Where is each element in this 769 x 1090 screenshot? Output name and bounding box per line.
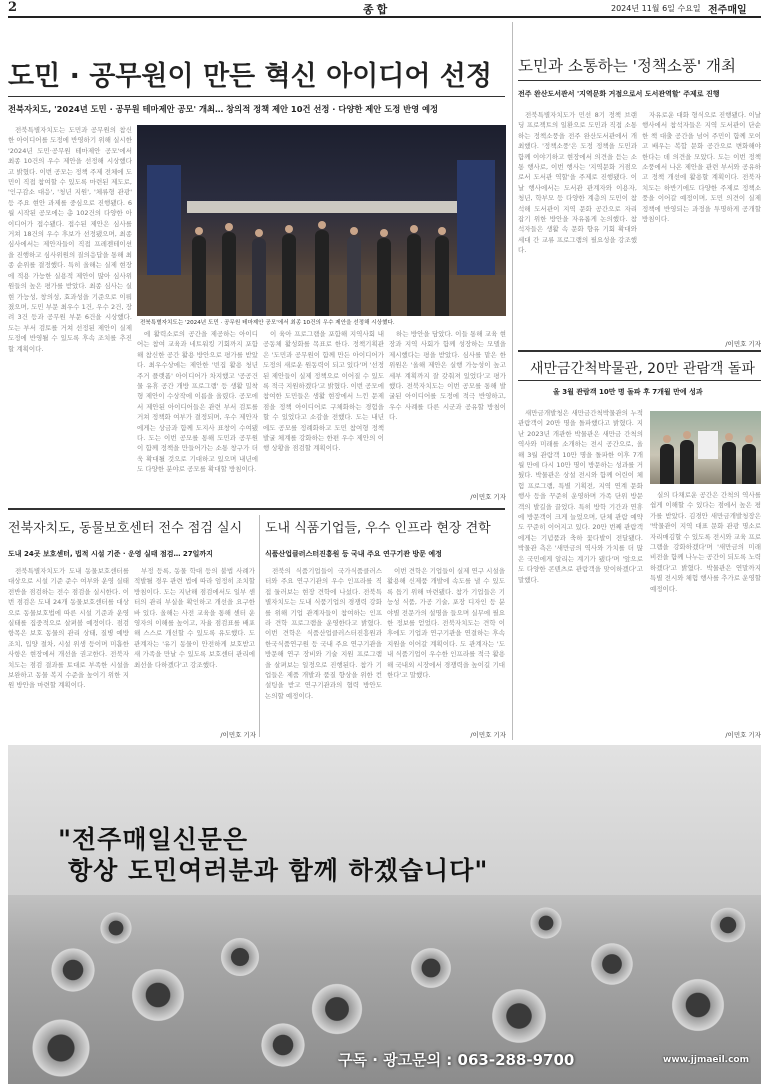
- paper-name: 전주매일: [708, 5, 747, 16]
- article1-body-col1: 전북특별자치도는 도민과 공무원의 참신한 아이디어를 도정에 반영하기 위해 실시한 '2024년 도민·공무원 테마제안 공모'에서 최종 10건의 우수 제안을 선정해 시상했다고 밝혔다. 이번 공모는 정책 주제 전체에 도민이 직접 참여할 수 있도록 마련된 제도로, '인구감소 대응', '청년 지원', '체류형 관광' 등 주요 현안 과제를 중심으로 진행됐다. 6월 시작된 공모에는 총 102건의 다양한 아이디어가 접수됐다. 접수된 제안은 심사를 거쳐 18건의 우수 후보가 선정됐으며, 최종 심사에서는 제안자들이 직접 프레젠테이션을 진행하고 심사위원의 질의응답을 통해 최종 순위를 결정했다. 특히 올해는 실제 현장에 적용 가능한 실용적 제안이 많아 심사위원들의 높은 평가를 받았다. 최종 심사는 실현 가능성, 창의성, 효과성을 기준으로 이뤄졌으며, 도민 부문 최우수 1건, 우수 2건, 장려 3건 등과 공무원 부문 6건을 시상했다. 도는 부서 검토를 거쳐 선정된 제안이 실제 도정에 반영될 수 있도록 후속 조치를 추진할 계획이다.: [8, 126, 132, 353]
- sunflower: [98, 910, 134, 946]
- article1-body-col3: 이 육아 프로그램을 포함해 지역사회 내 공동체 활성화를 목표로 한다. 정책기획관은 '도민과 공무원이 함께 만든 아이디어가 도정의 새로운 원동력이 되고 있다'며 '선정된 제안들이 실제 정책으로 이어질 수 있도록 적극 지원하겠다'고 밝혔다. 이번 공모에 참여한 도민들은 생활 현장에서 느낀 문제점을 정책 아이디어로 구체화하는 경험을 할 수 있었다고 소감을 전했다. 도는 내년에도 공모를 정례화하고 도민 참여형 정책 발굴 체계를 강화하는 한편 우수 제안의 이행 상황을 점검할 계획이다.: [263, 330, 384, 453]
- issue-date: 2024년 11월 6일 수요일: [611, 4, 701, 13]
- person: [722, 442, 736, 484]
- sunflower: [308, 980, 366, 1038]
- person: [377, 238, 391, 316]
- banner-left: [147, 165, 181, 275]
- person: [680, 440, 694, 484]
- article1-byline: /이민호 기자: [470, 493, 506, 501]
- article3-body-col2: 실의 다채로운 공간은 간척의 역사를 쉽게 이해할 수 있다는 점에서 높은 평가를 받았다. 김경안 새만금개발청장은 '박물관이 지역 대표 문화 관광 명소로 자리매김할 수 있도록 전시와 교육 프로그램을 강화하겠다'며 '새만금의 미래 비전을 함께 나누는 공간이 되도록 노력하겠다'고 밝혔다. 박물관은 연말까지 특별 전시와 체험 행사를 추가로 운영할 예정이다.: [650, 491, 761, 593]
- divider: [518, 350, 761, 352]
- article4-body-col2: 부정 등록, 동물 학대 등의 불법 사례가 적발될 경우 관련 법에 따라 엄정히 조치할 방침이다. 도는 지난해 점검에서도 일부 센터의 관리 부실을 확인하고 개선을 요구한 바 있다. 올해는 사전 교육을 통해 센터 운영자의 이해를 높이고, 자율 점검표를 배포해 스스로 개선할 수 있도록 유도했다. 도 관계자는 '유기 동물이 안전하게 보호받고 새 가족을 만날 수 있도록 보호센터 관리에 최선을 다하겠다'고 강조했다.: [134, 567, 255, 669]
- person: [252, 238, 266, 316]
- person: [282, 234, 296, 316]
- article5-byline: /이민호 기자: [470, 731, 506, 739]
- divider: [518, 380, 761, 381]
- article4-body-col1: 전북특별자치도가 도내 동물보호센터를 대상으로 시설 기준 준수 여부와 운영 실태 전반을 점검하는 전수 점검을 실시한다. 이번 점검은 도내 24개 동물보호센터를 대상으로 동물보호법에 따른 시설 기준과 운영 실태를 집중적으로 살펴볼 예정이다. 점검 항목은 보호 동물의 관리 상태, 질병 예방 조치, 입양 절차, 시설 위생 등이며 미흡한 사항은 현장에서 개선을 권고한다. 전북자치도는 점검 결과를 토대로 부족한 시설을 보완하고 동물 복지 수준을 높이기 위한 지원 방안을 마련할 계획이다.: [8, 567, 129, 690]
- sunflower: [488, 985, 550, 1047]
- article1-body-col2: 에 활력소로의 공간을 제공하는 아이디어는 참여 교육과 네트워킹 기회까지 포함해 참신한 공간 활용 방안으로 평가를 받았다. 최우수상에는 제안한 '빈집 활용 청년 주거 플랫폼' 아이디어가 차지했고 '공공건물 유휴 공간 개방 프로그램' 등 생활 밀착형 제안이 수상작에 이름을 올렸다. 공모에서 제안된 아이디어들은 관련 부서 검토를 거쳐 정책화 여부가 결정되며, 우수 제안자에게는 상금과 함께 도지사 표창이 수여됐다. 도는 이번 공모를 통해 도민과 공무원이 함께 정책을 만들어가는 소통 창구가 더욱 확대될 것으로 기대하고 있으며 내년에도 다양한 분야로 공모를 확대할 방침이다.: [137, 330, 258, 474]
- article1-subhead: 전북자치도, '2024년 도민 · 공무원 테마제안 공모' 개최… 창의적 정책 제안 10건 선정 · 다양한 제안 도정 반영 예정: [8, 104, 439, 114]
- article4-subhead: 도내 24곳 보호센터, 법적 시설 기준 · 운영 실태 점검… 27일까지: [8, 550, 213, 558]
- article4-headline: 전북자치도, 동물보호센터 전수 점검 실시: [8, 521, 243, 536]
- article1-headline: 도민 · 공무원이 만든 혁신 아이디어 선정: [8, 61, 492, 92]
- divider: [8, 96, 505, 97]
- person: [192, 236, 206, 316]
- person: [660, 444, 674, 484]
- article2-body-col1: 전북특별자치도가 민선 8기 정책 브랜딩 프로젝트의 일환으로 도민과 직접 소통하는 정책소풍을 전주 완산도서관에서 개최했다. '정책소풍'은 도정 정책을 도민과 함께 이야기하고 현장에서 의견을 듣는 소통 행사로, 이번 행사는 '지역문화 거점으로서 도서관 역할'을 주제로 진행됐다. 이날 행사에서는 도서관 관계자와 이용자, 청년, 학부모 등 다양한 계층의 도민이 참석해 도서관이 지역 문화 공간으로 자리 잡기 위한 방안을 자유롭게 논의했다. 참석자들은 생활 속 문화 향유 기회 확대와 세대 간 교류 프로그램의 필요성을 강조했다.: [518, 111, 637, 255]
- certificate-row: [187, 201, 457, 213]
- article3-headline: 새만금간척박물관, 20만 관람객 돌파: [530, 361, 755, 377]
- sunflower: [28, 1015, 94, 1081]
- article3-byline: /이민호 기자: [725, 731, 761, 739]
- article4-byline: /이민호 기자: [220, 731, 256, 739]
- page-number: 2: [8, 0, 18, 15]
- person: [407, 234, 421, 316]
- person: [347, 236, 361, 316]
- article5-headline: 도내 식품기업들, 우수 인프라 현장 견학: [265, 521, 491, 536]
- banner-right: [457, 160, 495, 280]
- article1-photo-caption: 전북특별자치도는 '2024년 도민 · 공무원 테마제안 공모'에서 최종 10건의 우수 제안을 선정해 시상했다.: [140, 320, 395, 326]
- sunflower: [128, 965, 188, 1025]
- sunflower: [668, 975, 728, 1035]
- divider: [518, 80, 761, 81]
- article2-byline: /이민호 기자: [725, 340, 761, 348]
- article3-subhead: 올 3월 관람객 10만 명 돌파 후 7개월 만에 성과: [553, 388, 703, 396]
- article2-headline: 도민과 소통하는 '정책소풍' 개최: [518, 57, 736, 75]
- person: [315, 230, 329, 316]
- person: [435, 236, 449, 316]
- sunflower: [258, 1020, 308, 1070]
- article5-subhead: 식품산업클러스터진흥원 등 국내 주요 연구기관 방문 예정: [265, 550, 442, 558]
- sunflower: [408, 945, 454, 991]
- sunflower: [588, 940, 636, 988]
- sunflower: [48, 945, 98, 995]
- ad-slogan-line2: 항상 도민여러분과 함께 하겠습니다": [68, 856, 489, 885]
- ad-slogan-line1: "전주매일신문은: [58, 825, 249, 854]
- person: [742, 444, 756, 484]
- article1-body-col4: 하는 방안을 담았다. 이들 통해 교육 현장과 지역 사회가 함께 성장하는 모델을 제시했다는 평을 받았다. 심사를 맡은 한 위원은 '올해 제안은 실행 가능성이 높고 세부 계획까지 잘 갖춰져 있었다'고 평가했다. 전북자치도는 이번 공모를 통해 발굴된 아이디어를 도정에 적극 반영하고, 우수 사례를 다른 시군과 공유할 방침이다.: [389, 330, 506, 422]
- sunflower: [528, 905, 564, 941]
- article2-subhead: 전주 완산도서관서 '지역문화 거점으로서 도서관역할' 주제로 진행: [518, 90, 720, 98]
- article1-photo: [137, 125, 506, 316]
- column-divider: [512, 22, 513, 740]
- divider: [8, 508, 505, 510]
- masthead: [8, 0, 761, 18]
- section-name: 종합: [363, 3, 391, 16]
- column-divider: [259, 515, 260, 737]
- ad-website: www.jjmaeil.com: [663, 1055, 749, 1065]
- advertisement: [8, 745, 761, 1084]
- sunflower: [218, 935, 262, 979]
- sunflower: [708, 905, 748, 945]
- article3-photo: [650, 411, 761, 484]
- ad-contact: 구독 · 광고문의 : 063-288-9700: [338, 1051, 575, 1069]
- article3-body-col1: 새만금개발청은 새만금간척박물관의 누적 관람객이 20만 명을 돌파했다고 밝혔다. 지난 2023년 개관한 박물관은 새만금 간척의 역사와 미래를 소개하는 전시 공간으로, 올해 3월 관람객 10만 명을 돌파한 이후 7개월 만에 다시 10만 명이 방문하는 성과를 거뒀다. 박물관은 상설 전시와 함께 어린이 체험 프로그램, 특별 기획전, 지역 연계 문화 행사 등을 꾸준히 운영하며 가족 단위 방문객의 발길을 끌었다. 특히 방학 기간과 연휴에 방문객이 크게 늘었으며, 단체 관람 예약도 꾸준히 이어지고 있다. 20만 번째 관람객에게는 기념품과 축하 꽃다발이 전달됐다. 박물관 측은 '새만금의 역사와 가치를 더 많은 국민에게 알리는 계기가 됐다'며 '앞으로도 다양한 콘텐츠로 관람객을 맞이하겠다'고 말했다.: [518, 409, 643, 584]
- certificate: [698, 431, 718, 459]
- article5-body-col1: 전북의 식품기업들이 국가식품클러스터와 주요 연구기관의 우수 인프라를 직접 둘러보는 현장 견학에 나섰다. 전북특별자치도는 도내 식품기업의 경쟁력 강화를 위해 기업 관계자들이 참여하는 인프라 견학 프로그램을 운영한다고 밝혔다. 이번 견학은 식품산업클러스터진흥원과 한국식품연구원 등 국내 주요 연구기관을 방문해 연구 장비와 기술 지원 프로그램을 살펴보는 일정으로 진행된다. 참가 기업들은 제품 개발과 품질 향상을 위한 컨설팅을 받고 연구기관과의 협력 방안도 논의할 예정이다.: [265, 567, 382, 700]
- article5-body-col2: 이번 견학은 기업들이 실제 연구 시설을 활용해 신제품 개발에 속도를 낼 수 있도록 돕기 위해 마련됐다. 참가 기업들은 기능성 식품, 가공 기술, 포장 디자인 등 분야별 전문가의 설명을 들으며 실무에 필요한 정보를 얻었다. 전북자치도는 견학 이후에도 기업과 연구기관을 연결하는 후속 지원을 이어갈 계획이다. 도 관계자는 '도내 식품기업이 우수한 인프라를 적극 활용해 국내외 시장에서 경쟁력을 높이길 기대한다'고 말했다.: [387, 567, 505, 680]
- article2-body-col2: 자유로운 대화 형식으로 진행됐다. 이날 행사에서 참석자들은 지역 도서관이 단순한 책 대출 공간을 넘어 주민이 함께 모이고 배우는 복합 문화 공간으로 변화해야 한다는 데 의견을 모았다. 도는 이번 정책소풍에서 나온 제안을 관련 부서와 공유하고 정책 개선에 활용할 계획이다. 전북자치도는 하반기에도 다양한 주제로 정책소풍을 이어갈 예정이며, 도민 의견이 실제 정책에 반영되는 과정을 투명하게 공개할 방침이다.: [642, 111, 761, 224]
- person: [222, 232, 236, 316]
